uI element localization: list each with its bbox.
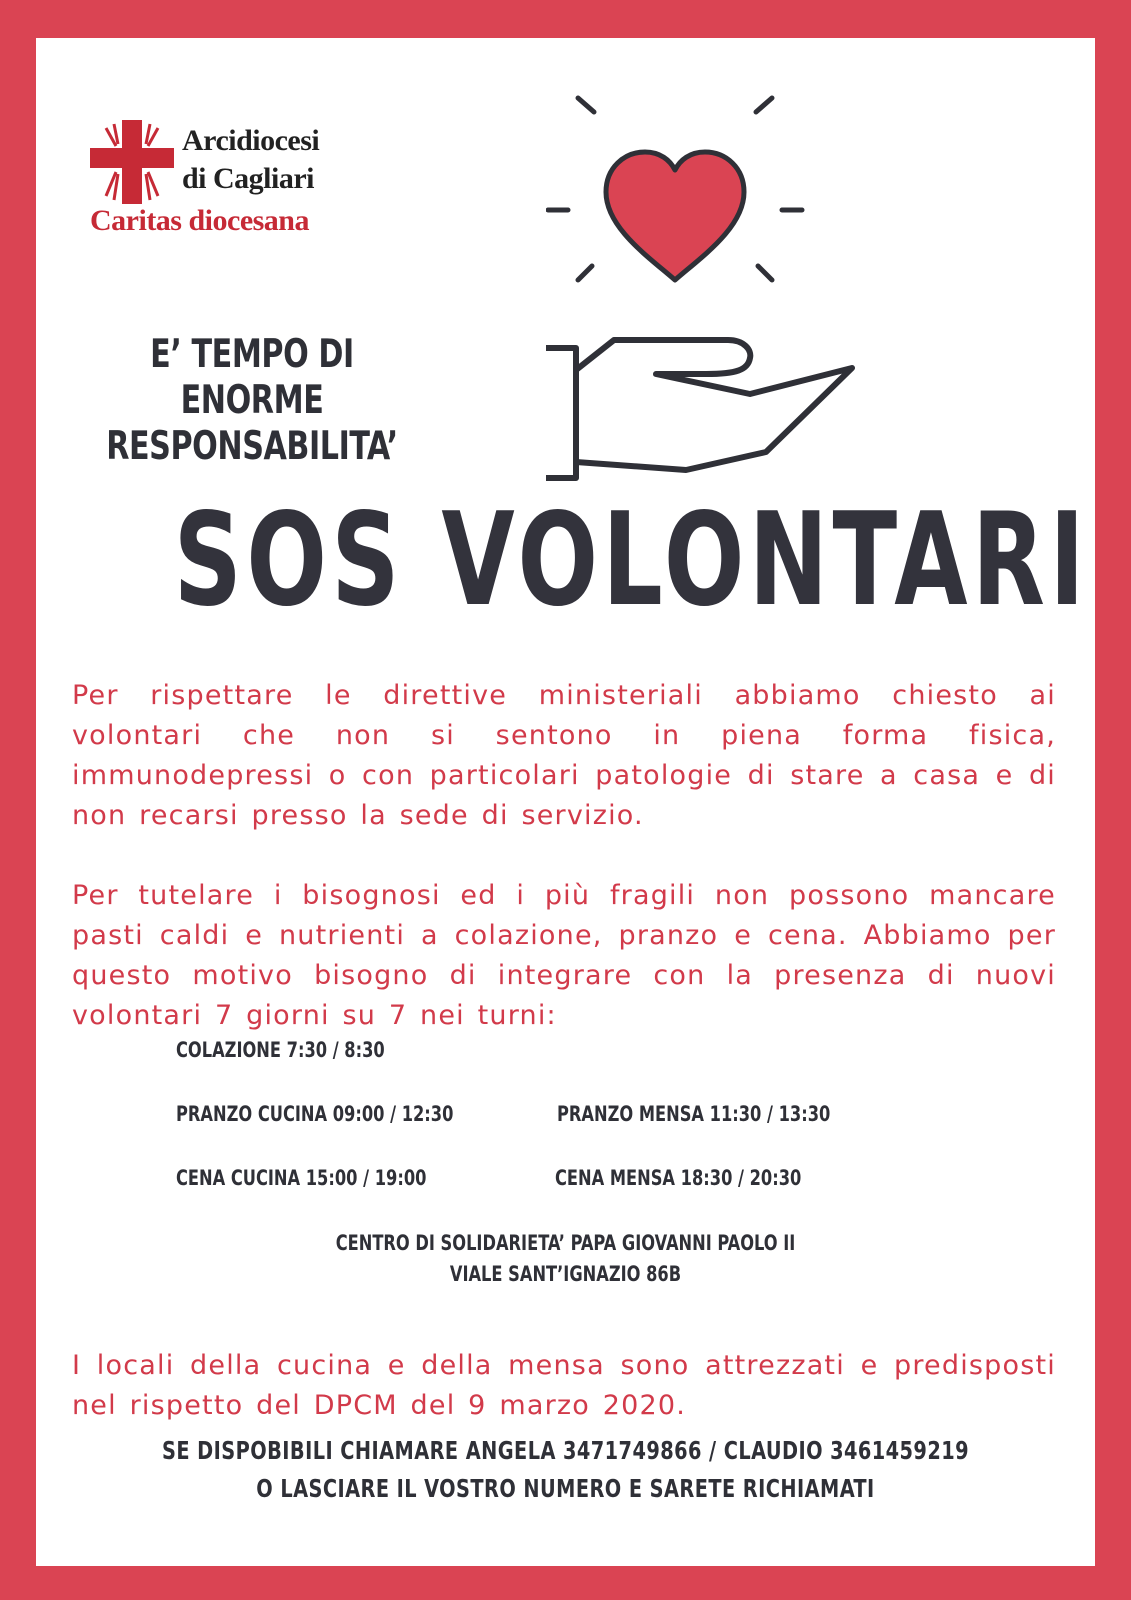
logo-text-cagliari: di Cagliari: [182, 162, 315, 195]
shift-cena-cucina: CENA CUCINA 15:00 / 19:00: [176, 1166, 427, 1190]
shift-pranzo-cucina: PRANZO CUCINA 09:00 / 12:30: [176, 1102, 454, 1126]
tagline-line1: E’ TEMPO DI ENORME: [150, 332, 354, 423]
paragraph-dpcm: I locali della cucina e della mensa sono attrezzati e predisposti nel rispetto del DPCM del 9 marzo 2020.: [72, 1350, 1056, 1421]
heart-icon: [606, 152, 744, 280]
heart-hand-illustration: [546, 88, 926, 518]
poster-sheet: [36, 38, 1095, 1566]
contact-line2: O LASCIARE IL VOSTRO NUMERO E SARETE RICHIAMATI: [256, 1474, 875, 1503]
logo-text-arcidiocesi: Arcidiocesi: [182, 124, 320, 157]
tagline: [83, 332, 420, 470]
paragraph-directives: Per rispettare le direttive ministeriali abbiamo chiesto ai volontari che non si sentono in piena forma fisica, immunodepressi o con particolari patologie di stare a casa e di non recarsi presso la sede di servizio.: [72, 680, 1056, 831]
contact-info: [110, 1432, 1021, 1508]
caritas-cross-icon: [88, 118, 176, 206]
logo-text-caritas: Caritas diocesana: [90, 204, 309, 237]
contact-line1: SE DISPOBIBILI CHIAMARE ANGELA 3471749866 / CLAUDIO 3461459219: [162, 1436, 969, 1465]
location-address: VIALE SANT’IGNAZIO 86B: [449, 1262, 682, 1286]
location-info: [110, 1228, 1021, 1290]
tagline-line2: RESPONSABILITA’: [106, 424, 398, 469]
paragraph-needs: Per tutelare i bisognosi ed i più fragili non possono mancare pasti caldi e nutrienti a colazione, pranzo e cena. Abbiamo per questo motivo bisogno di integrare con la presenza di nuovi volontari 7 giorni su 7 nei turni:: [72, 880, 1056, 1031]
shift-pranzo-mensa: PRANZO MENSA 11:30 / 13:30: [557, 1102, 831, 1126]
caritas-logo: [88, 118, 388, 248]
shift-cena-mensa: CENA MENSA 18:30 / 20:30: [555, 1166, 802, 1190]
open-hand-icon: [546, 340, 852, 478]
shift-colazione: COLAZIONE 7:30 / 8:30: [176, 1038, 385, 1062]
page-title: SOS VOLONTARI: [173, 486, 1090, 635]
location-name: CENTRO DI SOLIDARIETA’ PAPA GIOVANNI PAOLO II: [335, 1231, 796, 1255]
